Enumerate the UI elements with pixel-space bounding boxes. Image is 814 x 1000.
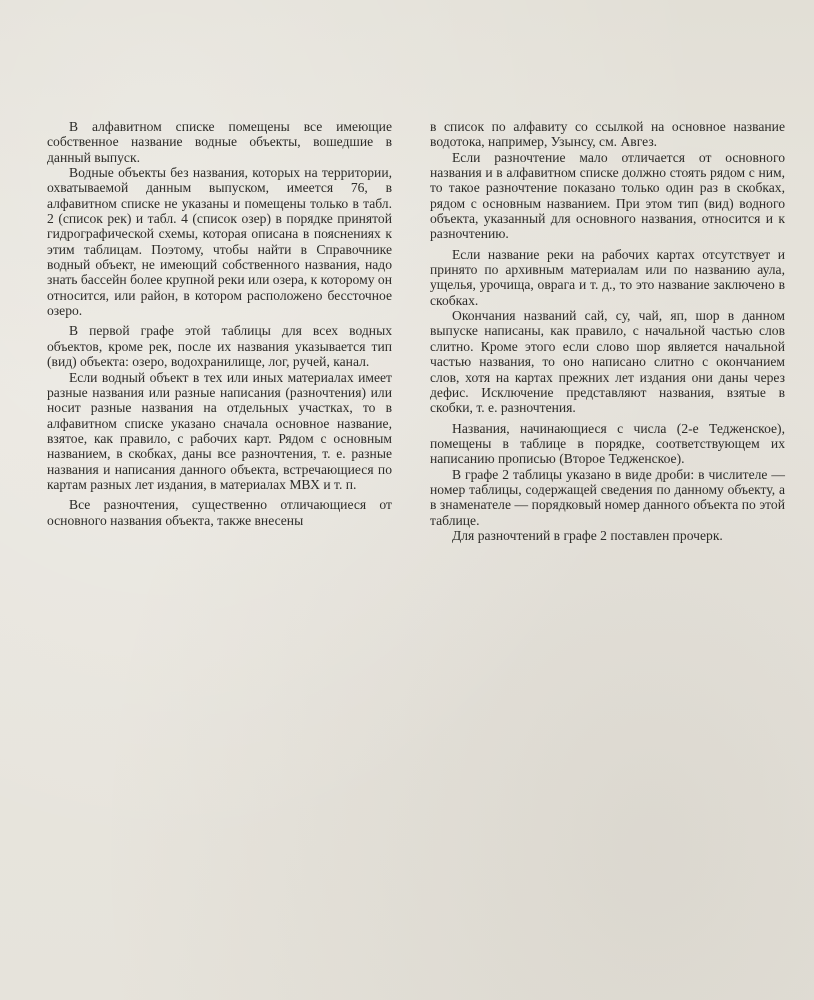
paragraph-all-variants: Все разночтения, существенно отличающиеся от основного названия объекта, также внесены xyxy=(47,497,392,528)
paragraph-variant-names: Если водный объект в тех или иных материалах имеет разные названия или разные написания (разночтения) или носит разные названия на отдельных участках, то в алфавитном списке указано сначала основное название, взятое, как правило, с рабочих карт. Рядом с основным названием, в скобках, даны все разночтения, т. е. разные названия и написания данного объекта, встречающиеся по картам разных лет издания, в материалах МВХ и т. п. xyxy=(47,369,392,492)
paragraph-intro: В алфавитном списке помещены все имеющие собственное название водные объекты, вошедшие в данный выпуск. xyxy=(47,119,392,165)
paragraph-dash-note: Для разночтений в графе 2 поставлен прочерк. xyxy=(452,527,723,543)
paragraph-first-column: В первой графе этой таблицы для всех водных объектов, кроме рек, после их названия указывается тип (вид) объекта: озеро, водохранилище, лог, ручей, канал. xyxy=(47,323,392,370)
right-text-column xyxy=(430,119,785,543)
paragraph-numeric-names: Названия, начинающиеся с числа (2-е Тедженское), помещены в таблице в порядке, соответствующем их написанию прописью (Второе Тедженское). xyxy=(430,420,785,467)
paragraph-missing-name: Если название реки на рабочих картах отсутствует и принято по архивным материалам или по названию аула, ущелья, урочища, оврага и т. д., то это название заключено в скобках. xyxy=(430,246,785,308)
paragraph-minor-variant: Если разночтение мало отличается от основного названия и в алфавитном списке должно стоять рядом с ним, то такое разночтение показано только один раз в скобках, рядом с основным названием. При этом тип (вид) водного объекта, указанный для основного названия, относится и к разночтению. xyxy=(430,149,785,242)
paragraph-name-endings: Окончания названий сай, су, чай, яп, шор в данном выпуске написаны, как правило, с начальной частью слов слитно. Кроме этого если слово шор является начальной частью названия, то оно написано слитно с окончанием слов, хотя на картах прежних лет издания они даны через дефис. Исключение представляют названия, взятые в скобки, т. е. разночтения. xyxy=(430,308,785,416)
paragraph-column-two: В графе 2 таблицы указано в виде дроби: в числителе — номер таблицы, содержащей сведения по данному объекту, а в знаменателе — порядковый номер данного объекта по этой таблице. xyxy=(430,466,785,528)
paragraph-continuation: в список по алфавиту со ссылкой на основное название водотока, например, Узынсу, см. Авгез. xyxy=(430,119,785,150)
paragraph-unnamed-objects: Водные объекты без названия, которых на территории, охватываемой данным выпуском, имеется 76, в алфавитном списке не указаны и помещены только в табл. 2 (список рек) и табл. 4 (список озер) в порядке принятой гидрографической схемы, которая описана в пояснениях к этим таблицам. Поэтому, чтобы найти в Справочнике водный объект, не имеющий собственного названия, надо знать бассейн более крупной реки или озера, к которому он относится, или район, в котором расположено бессточное озеро. xyxy=(47,165,392,319)
left-text-column xyxy=(47,119,392,528)
